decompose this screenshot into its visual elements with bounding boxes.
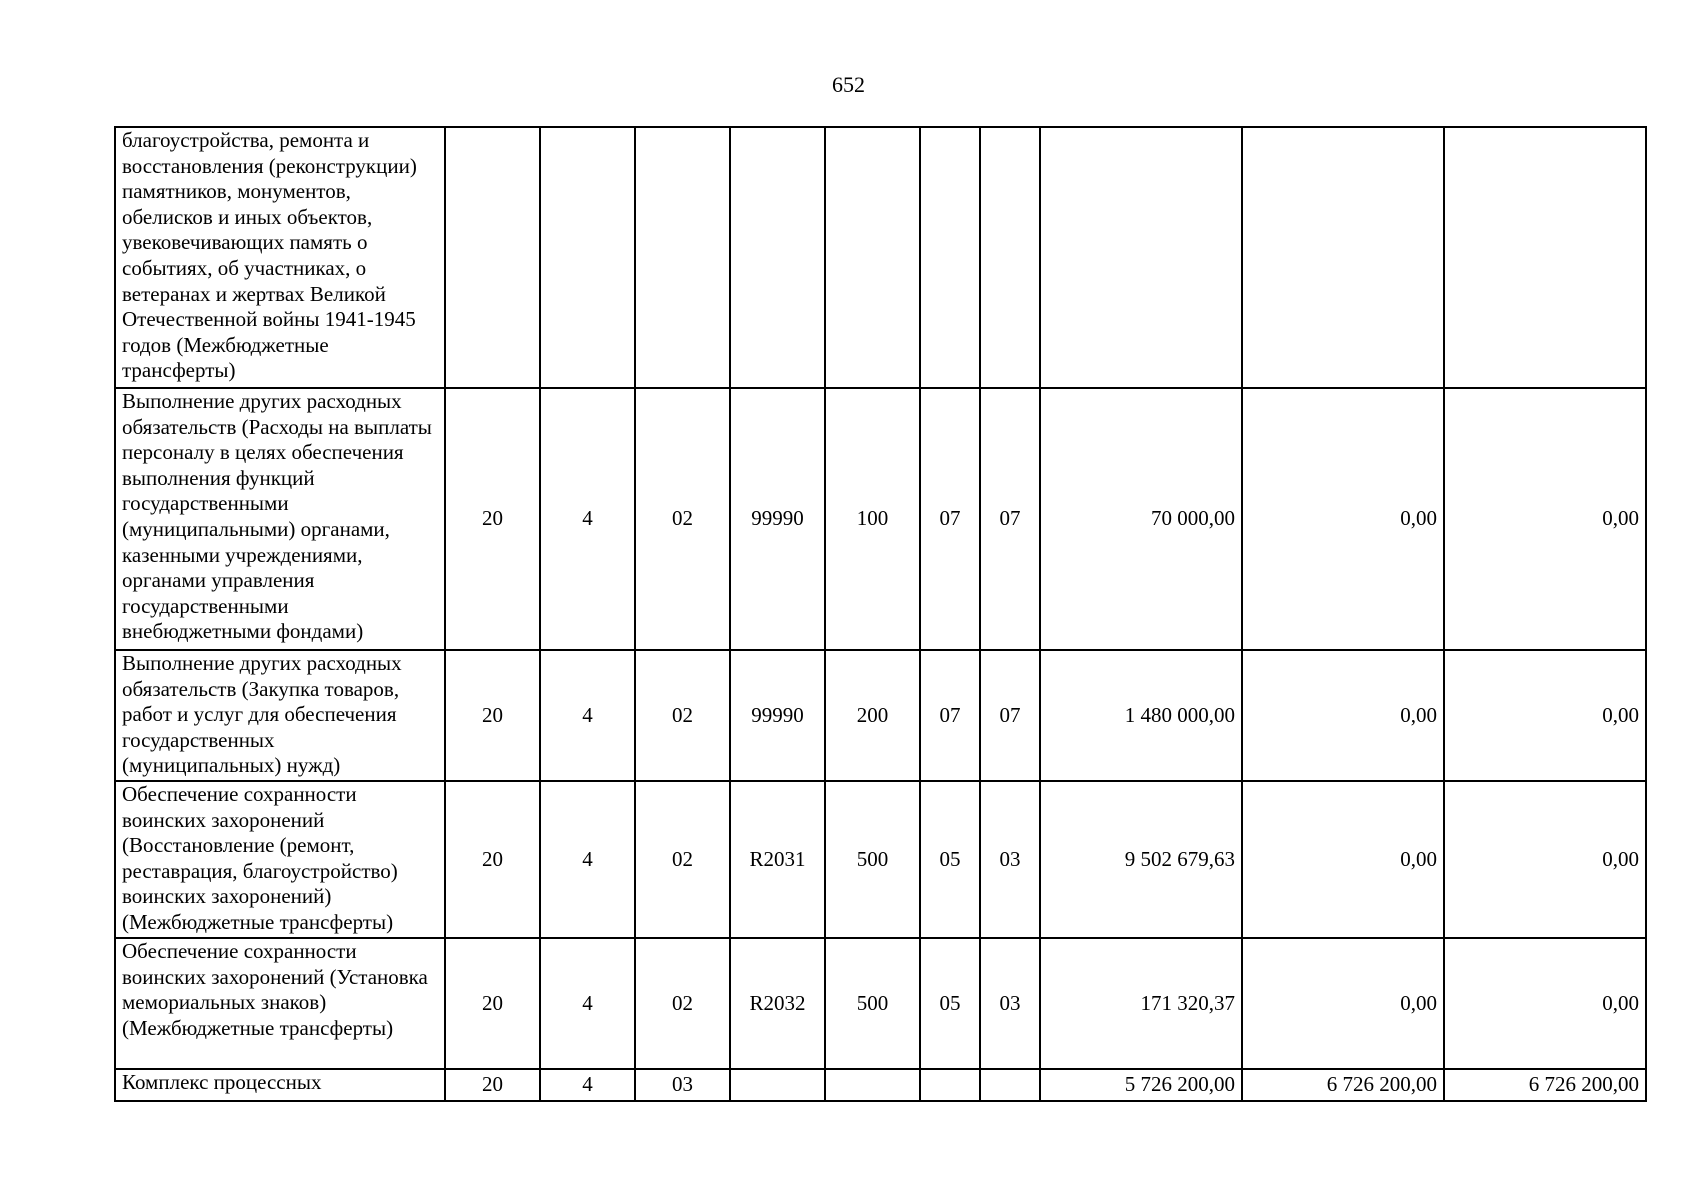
amount-year-2 bbox=[1242, 127, 1444, 388]
subsection-code: 03 bbox=[980, 938, 1040, 1069]
table-row bbox=[115, 127, 1646, 388]
amount-year-1: 5 726 200,00 bbox=[1040, 1069, 1242, 1101]
amount-year-2: 0,00 bbox=[1242, 650, 1444, 781]
row-description: благоустройства, ремонта и восстановления (реконструкции) памятников, монументов, обелисков и иных объектов, увековечивающих память о событиях, об участниках, о ветеранах и жертвах Великой Отечественной войны 1941-1945 годов (Межбюджетные трансферты) bbox=[115, 127, 445, 388]
row-description: Обеспечение сохранности воинских захоронений (Восстановление (ремонт, реставрация, благоустройство) воинских захоронений) (Межбюджетные трансферты) bbox=[115, 781, 445, 938]
amount-year-3: 0,00 bbox=[1444, 650, 1646, 781]
amount-year-2: 6 726 200,00 bbox=[1242, 1069, 1444, 1101]
direction-code bbox=[730, 127, 825, 388]
amount-year-2: 0,00 bbox=[1242, 781, 1444, 938]
budget-table bbox=[114, 126, 1647, 1102]
subprogram-code: 02 bbox=[635, 388, 730, 650]
section-code: 07 bbox=[920, 388, 980, 650]
table-row bbox=[115, 650, 1646, 781]
subsection-code bbox=[980, 1069, 1040, 1101]
expense-type-code bbox=[825, 1069, 920, 1101]
direction-code: R2032 bbox=[730, 938, 825, 1069]
row-description: Комплекс процессных bbox=[115, 1069, 445, 1101]
page-number: 652 bbox=[832, 72, 865, 97]
amount-year-3 bbox=[1444, 127, 1646, 388]
type-code: 4 bbox=[540, 650, 635, 781]
subprogram-code: 03 bbox=[635, 1069, 730, 1101]
section-code: 05 bbox=[920, 938, 980, 1069]
subsection-code: 03 bbox=[980, 781, 1040, 938]
amount-year-1: 1 480 000,00 bbox=[1040, 650, 1242, 781]
direction-code: 99990 bbox=[730, 388, 825, 650]
expense-type-code: 200 bbox=[825, 650, 920, 781]
type-code: 4 bbox=[540, 388, 635, 650]
subprogram-code: 02 bbox=[635, 781, 730, 938]
amount-year-3: 0,00 bbox=[1444, 781, 1646, 938]
subprogram-code bbox=[635, 127, 730, 388]
direction-code: R2031 bbox=[730, 781, 825, 938]
row-description: Выполнение других расходных обязательств (Закупка товаров, работ и услуг для обеспечения государственных (муниципальных) нужд) bbox=[115, 650, 445, 781]
subprogram-code: 02 bbox=[635, 938, 730, 1069]
section-code: 05 bbox=[920, 781, 980, 938]
row-description: Обеспечение сохранности воинских захоронений (Установка мемориальных знаков) (Межбюджетные трансферты) bbox=[115, 938, 445, 1069]
expense-type-code: 100 bbox=[825, 388, 920, 650]
program-code: 20 bbox=[445, 650, 540, 781]
subsection-code: 07 bbox=[980, 388, 1040, 650]
expense-type-code: 500 bbox=[825, 938, 920, 1069]
section-code bbox=[920, 127, 980, 388]
table-row bbox=[115, 1069, 1646, 1101]
subsection-code bbox=[980, 127, 1040, 388]
program-code: 20 bbox=[445, 1069, 540, 1101]
amount-year-3: 0,00 bbox=[1444, 938, 1646, 1069]
type-code: 4 bbox=[540, 1069, 635, 1101]
program-code: 20 bbox=[445, 781, 540, 938]
amount-year-3: 0,00 bbox=[1444, 388, 1646, 650]
program-code: 20 bbox=[445, 388, 540, 650]
table-row bbox=[115, 781, 1646, 938]
expense-type-code: 500 bbox=[825, 781, 920, 938]
section-code: 07 bbox=[920, 650, 980, 781]
table-row bbox=[115, 938, 1646, 1069]
table-row bbox=[115, 388, 1646, 650]
program-code: 20 bbox=[445, 938, 540, 1069]
row-description: Выполнение других расходных обязательств (Расходы на выплаты персоналу в целях обеспечения выполнения функций государственными (муниципальными) органами, казенными учреждениями, органами управления государственными внебюджетными фондами) bbox=[115, 388, 445, 650]
amount-year-1: 171 320,37 bbox=[1040, 938, 1242, 1069]
section-code bbox=[920, 1069, 980, 1101]
amount-year-2: 0,00 bbox=[1242, 388, 1444, 650]
amount-year-1 bbox=[1040, 127, 1242, 388]
amount-year-3: 6 726 200,00 bbox=[1444, 1069, 1646, 1101]
direction-code: 99990 bbox=[730, 650, 825, 781]
type-code: 4 bbox=[540, 938, 635, 1069]
amount-year-1: 70 000,00 bbox=[1040, 388, 1242, 650]
amount-year-2: 0,00 bbox=[1242, 938, 1444, 1069]
type-code: 4 bbox=[540, 781, 635, 938]
subprogram-code: 02 bbox=[635, 650, 730, 781]
type-code bbox=[540, 127, 635, 388]
direction-code bbox=[730, 1069, 825, 1101]
subsection-code: 07 bbox=[980, 650, 1040, 781]
amount-year-1: 9 502 679,63 bbox=[1040, 781, 1242, 938]
expense-type-code bbox=[825, 127, 920, 388]
program-code bbox=[445, 127, 540, 388]
